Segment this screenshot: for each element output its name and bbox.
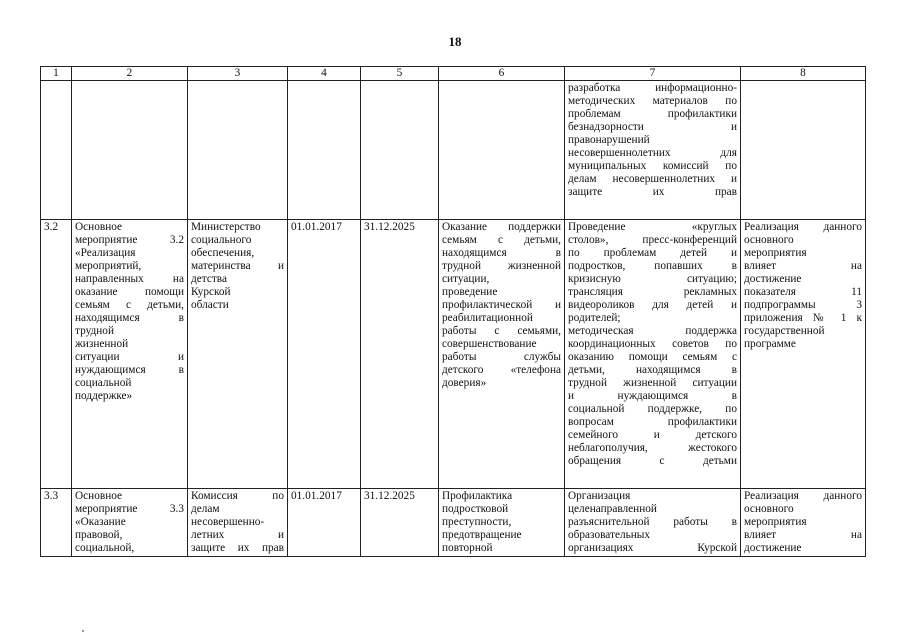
cell-empty <box>361 81 439 220</box>
cell-line: влияет на <box>744 529 862 541</box>
measures-table <box>40 66 866 557</box>
cell-line: Министерство <box>191 221 261 233</box>
measure-name-cell <box>72 220 188 489</box>
cell-line: Курской <box>191 286 231 298</box>
cell-line: показателя 11 <box>744 286 862 298</box>
header-row <box>41 67 866 81</box>
start-date: 01.01.2017 <box>288 489 361 557</box>
cell-line: работы с семьями, <box>442 325 561 337</box>
cell-line: разъяснительной работы в <box>568 516 737 528</box>
cell-empty <box>288 81 361 220</box>
cell-empty <box>741 81 866 220</box>
cell-line: несовершеннолетних для <box>568 147 737 159</box>
indicator-link-cell <box>741 489 866 557</box>
cell-line: делам <box>191 503 220 515</box>
cell-line: подпрограммы 3 <box>744 299 862 311</box>
responsible-cell <box>188 220 288 489</box>
cell-line: обращения с детьми <box>568 455 737 467</box>
end-date: 31.12.2025 <box>361 489 439 557</box>
cell-line: координационных советов по <box>568 338 737 350</box>
cell-line: трудной жизненной ситуации <box>568 377 737 389</box>
cell-line: ситуации и <box>75 351 184 363</box>
cell-empty <box>188 81 288 220</box>
cell-line: подростков, попавших в <box>568 260 737 272</box>
cell-line: вопросам профилактики <box>568 416 737 428</box>
cell-line: организациях Курской <box>568 542 737 554</box>
cell-line: влияет на <box>744 260 862 272</box>
cell-empty <box>439 81 565 220</box>
cell-line: приложения № 1 к <box>744 312 862 324</box>
cell-line: образовательных <box>568 529 651 541</box>
cell-line: преступности, <box>442 516 512 528</box>
cell-line: неблагополучия, жестокого <box>568 442 737 454</box>
cell-line: оказанию помощи семьям с <box>568 351 737 363</box>
cell-line: методическая поддержка <box>568 325 737 337</box>
cell-empty <box>72 81 188 220</box>
cell-line: трудной жизненной <box>442 260 561 272</box>
scan-speck <box>82 630 84 632</box>
cell-line: семейного и детского <box>568 429 737 441</box>
cell-line: программе <box>744 338 796 350</box>
cell-line: обеспечения, <box>191 247 255 259</box>
cell-line: проблемам профилактики <box>568 108 737 120</box>
cell-line: методических материалов по <box>568 95 737 107</box>
cell-line: достижение <box>744 273 802 285</box>
cell-line: столов», пресс-конференций <box>568 234 737 246</box>
cell-line: кризисную ситуацию; <box>568 273 737 285</box>
cell-line: доверия» <box>442 377 487 389</box>
cell-line: Оказание поддержки <box>442 221 561 233</box>
header-cell-2: 2 <box>72 67 188 81</box>
cell-line: целенаправленной <box>568 503 657 515</box>
cell-line: ситуации, <box>442 273 490 285</box>
cell-line: трудной <box>75 325 114 337</box>
cell-line: достижение <box>744 542 802 554</box>
row-number: 3.3 <box>41 489 72 557</box>
activities-cell <box>565 489 741 557</box>
cell-line: социального <box>191 234 252 246</box>
cell-line: семьям с детьми, <box>442 234 561 246</box>
header-cell-8: 8 <box>741 67 866 81</box>
expected-result-cell <box>439 489 565 557</box>
cell-line: мероприятия <box>744 516 807 528</box>
cell-line: Реализация данного <box>744 221 862 233</box>
cell-line: мероприятие 3.2 <box>75 234 184 246</box>
cell-line: мероприятий, <box>75 260 142 272</box>
cell-line: «Оказание <box>75 516 126 528</box>
cell-line: предотвращение <box>442 529 522 541</box>
cell-line: социальной, <box>75 542 135 554</box>
cell-line: разработка информационно- <box>568 82 737 94</box>
cell-line: Основное <box>75 490 123 502</box>
cell-line: оказание помощи <box>75 286 184 298</box>
cell-line: правовой, <box>75 529 123 541</box>
cell-line: детского «телефона <box>442 364 561 376</box>
cell-line: Комиссия по <box>191 490 284 502</box>
cell-line: государственной <box>744 325 825 337</box>
cell-line: родителей; <box>568 312 621 324</box>
cell-line: Организация <box>568 490 631 502</box>
table-row-3-2 <box>41 220 866 489</box>
cell-line: Основное <box>75 221 123 233</box>
cell-line: находящимся в <box>442 247 561 259</box>
cell-line: делам несовершеннолетних и <box>568 173 737 185</box>
cell-line: проведение <box>442 286 498 298</box>
cell-line: находящимся в <box>75 312 184 324</box>
cell-empty <box>41 81 72 220</box>
cell-line: поддержке» <box>75 390 133 402</box>
expected-result-cell <box>439 220 565 489</box>
cell-line: детства <box>191 273 227 285</box>
indicator-link-cell <box>741 220 866 489</box>
cell-line: несовершенно- <box>191 516 265 528</box>
cell-line: защите их прав <box>191 542 284 554</box>
header-cell-1: 1 <box>41 67 72 81</box>
cell-line: подростковой <box>442 503 509 515</box>
cell-line: нуждающимся в <box>75 364 184 376</box>
cell-line: Профилактика <box>442 490 513 502</box>
cell-line: повторной <box>442 542 493 554</box>
table-row-continuation <box>41 81 866 220</box>
cell-line: материнства и <box>191 260 284 272</box>
header-cell-4: 4 <box>288 67 361 81</box>
cell-line: муниципальных комиссий по <box>568 160 737 172</box>
cell-line: совершенствование <box>442 338 537 350</box>
measure-name-cell <box>72 489 188 557</box>
cell-line: и нуждающимся в <box>568 390 737 402</box>
cell-line: правонарушений <box>568 134 650 146</box>
cell-line: мероприятие 3.3 <box>75 503 184 515</box>
table-row-3-3 <box>41 489 866 557</box>
cell-line: области <box>191 299 229 311</box>
cell-line: безнадзорности и <box>568 121 737 133</box>
cell-line: «Реализация <box>75 247 136 259</box>
cell-line: мероприятия <box>744 247 807 259</box>
cell-line: жизненной <box>75 338 129 350</box>
header-cell-7: 7 <box>565 67 741 81</box>
end-date: 31.12.2025 <box>361 220 439 489</box>
cell-line: направленных на <box>75 273 184 285</box>
cell-line: реабилитационной <box>442 312 533 324</box>
cell-line: детьми, находящимся в <box>568 364 737 376</box>
responsible-cell <box>188 489 288 557</box>
cell-line: профилактической и <box>442 299 561 311</box>
cell-line: защите их прав <box>568 186 737 198</box>
cell-line: семьям с детьми, <box>75 299 184 311</box>
cell-line: Проведение «круглых <box>568 221 737 233</box>
cell-line: Реализация данного <box>744 490 862 502</box>
page-number: 18 <box>448 34 462 49</box>
cell-line: социальной поддержке, по <box>568 403 737 415</box>
header-cell-5: 5 <box>361 67 439 81</box>
start-date: 01.01.2017 <box>288 220 361 489</box>
cell-line: работы службы <box>442 351 561 363</box>
cell-line: социальной <box>75 377 132 389</box>
header-cell-3: 3 <box>188 67 288 81</box>
activities-cell <box>565 220 741 489</box>
cell-line: летних и <box>191 529 284 541</box>
continuation-activities-cell <box>565 81 741 220</box>
header-cell-6: 6 <box>439 67 565 81</box>
cell-line: трансляция рекламных <box>568 286 737 298</box>
cell-line: основного <box>744 234 794 246</box>
cell-line: по проблемам детей и <box>568 247 737 259</box>
row-number: 3.2 <box>41 220 72 489</box>
cell-line: основного <box>744 503 794 515</box>
cell-line: видеороликов для детей и <box>568 299 737 311</box>
